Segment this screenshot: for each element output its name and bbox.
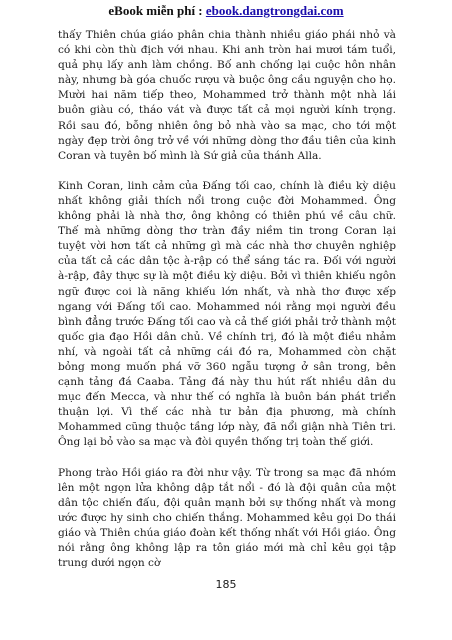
page-body (58, 28, 396, 571)
page-number: 185 (215, 578, 237, 591)
header-link[interactable]: ebook.dangtrongdai.com (205, 3, 344, 18)
page-header (0, 3, 452, 19)
paragraph: Kinh Coran, linh cảm của Đấng tối cao, chính là điều kỳ diệu nhất không giải thích nổi trong cuộc đời Mohammed. Ông không phải là nhà thơ, ông không có thiên phú về câu chữ. Thế mà những dòng thơ tràn đầy niềm tin trong Coran lại tuyệt vời hơn tất cả những gì mà các nhà thơ chuyên nghiệp của tất cả các dân tộc à-rập có thể sáng tác ra. Đối với người à-rập, đây thực sự là một điều kỳ diệu. Bởi vì thiên khiếu ngôn ngữ được coi là năng khiếu lớn nhất, và nhà thơ được xếp ngang với Đấng tối cao. Mohammed nói rằng mọi người đều bình đẳng trước Đấng tối cao và cả thế giới phải trở thành một quốc gia đạo Hồi dân chủ. Về chính trị, đó là một điều nhảm nhí, và ngoài tất cả những cái đó ra, Mohammed còn chặt bỏng mong muốn phá vỡ 360 ngẫu tượng ở sân trong, bên cạnh tảng đá Caaba. Tảng đá này thu hút rất nhiều dân du mục đến Mecca, và như thế có nghĩa là buôn bán phát triển thuận lợi. Vì thế các nhà tư bản địa phương, mà chính Mohammed cũng thuộc tầng lớp này, đã nổi giận nhà Tiên tri. Ông lại bỏ vào sa mạc và đòi quyền thống trị toàn thế giới. (58, 179, 396, 449)
header-prefix: eBook miễn phí : (108, 3, 206, 18)
paragraph: thấy Thiên chúa giáo phân chia thành nhiều giáo phái nhỏ và có khi còn thù địch với nhau. Khi anh tròn hai mươi tám tuổi, quả phụ lấy anh làm chồng. Bố anh chống lại cuộc hôn nhân này, nhưng bà góa chuốc rượu và buộc ông cầu nguyện cho họ. Mười hai năm tiếp theo, Mohammed trở thành một nhà lái buôn giàu có, tháo vát và được tất cả mọi người kính trọng. Rồi sau đó, bỗng nhiên ông bỏ nhà vào sa mạc, cho tới một ngày đẹp trời ông trở về với những dòng thơ đầu tiên của kinh Coran và tuyên bố mình là Sứ giả của thánh Alla. (58, 29, 396, 162)
paragraph: Phong trào Hồi giáo ra đời như vậy. Từ trong sa mạc đã nhóm lên một ngọn lửa không dập tắt nổi - đó là đội quân của một dân tộc chiến đấu, đội quân mạnh bởi sự thống nhất và mong ước được hy sinh cho chiến thắng. Mohammed kêu gọi Do thái giáo và Thiên chúa giáo đoàn kết thống nhất với Hồi giáo. Ông nói rằng ông không lập ra tôn giáo mới mà chỉ kêu gọi tập trung dưới ngọn cờ (58, 466, 396, 570)
